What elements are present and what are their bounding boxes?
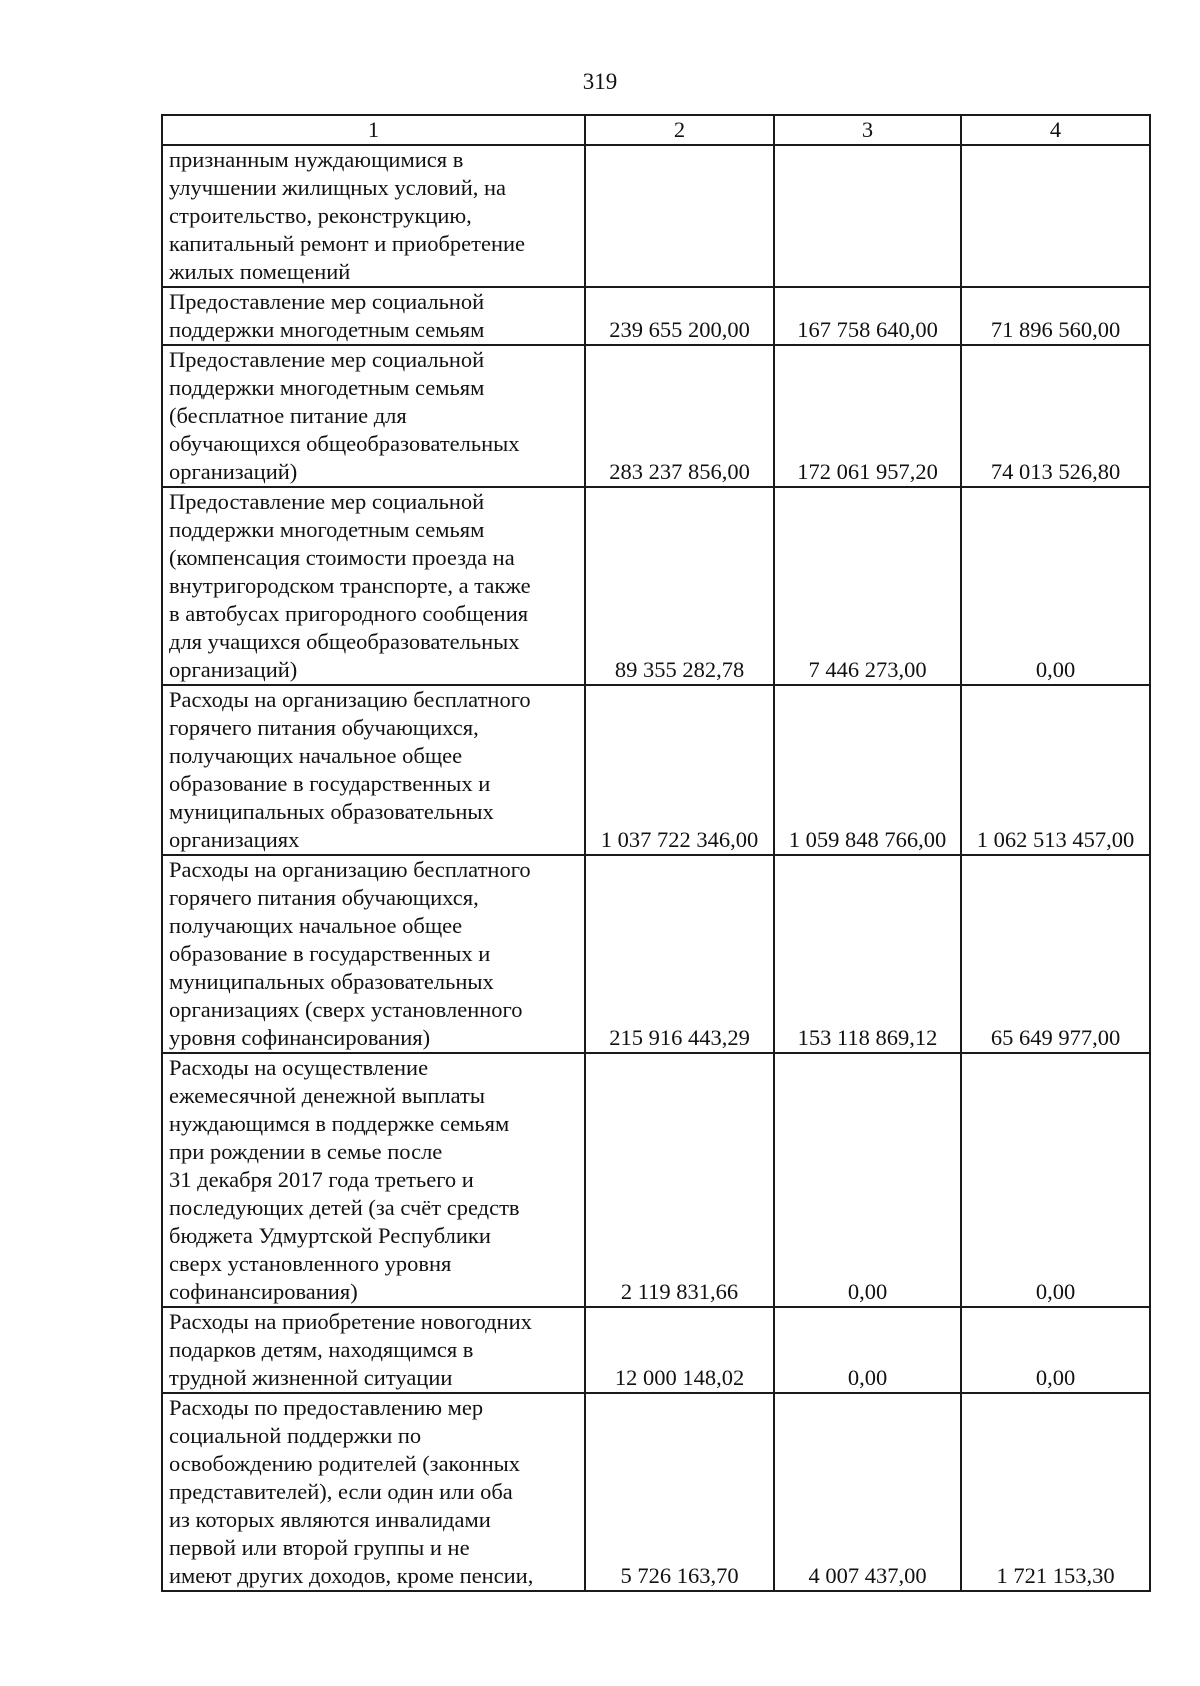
row-description <box>162 145 585 287</box>
description-line: Расходы на приобретение новогодних <box>169 1309 532 1334</box>
description-line: нуждающимся в поддержке семьям <box>169 1111 510 1136</box>
description-line: софинансирования) <box>169 1279 358 1304</box>
description-line: имеют других доходов, кроме пенсии, <box>169 1563 534 1588</box>
description-line: из которых являются инвалидами <box>169 1507 491 1532</box>
amount-col3: 0,00 <box>774 1307 961 1393</box>
amount-col4: 71 896 560,00 <box>961 287 1150 345</box>
description-line: подарков детям, находящимся в <box>169 1337 474 1362</box>
row-description <box>162 855 585 1053</box>
description-line: образование в государственных и <box>169 771 491 796</box>
description-line: 31 декабря 2017 года третьего и <box>169 1167 474 1192</box>
page-number: 319 <box>582 69 618 94</box>
description-line: признанным нуждающимися в <box>169 147 464 172</box>
table-row <box>162 345 1150 487</box>
row-description <box>162 345 585 487</box>
description-line: представителей), если один или оба <box>169 1479 513 1504</box>
description-line: освобождению родителей (законных <box>169 1451 521 1476</box>
amount-col2 <box>585 145 774 287</box>
amount-col3: 7 446 273,00 <box>774 487 961 685</box>
table-row <box>162 1053 1150 1307</box>
description-line: внутригородском транспорте, а также <box>169 573 531 598</box>
description-line: горячего питания обучающихся, <box>169 715 479 740</box>
description-line: муниципальных образовательных <box>169 969 494 994</box>
description-line: обучающихся общеобразовательных <box>169 431 520 456</box>
row-description <box>162 1393 585 1591</box>
description-line: в автобусах пригородного сообщения <box>169 601 529 626</box>
description-line: (бесплатное питание для <box>169 403 407 428</box>
amount-col2: 12 000 148,02 <box>585 1307 774 1393</box>
table-body <box>162 145 1150 1591</box>
amount-col4: 74 013 526,80 <box>961 345 1150 487</box>
description-line: Предоставление мер социальной <box>169 289 485 314</box>
description-line: жилых помещений <box>169 259 351 284</box>
budget-table <box>161 114 1151 1592</box>
row-description <box>162 287 585 345</box>
amount-col4: 0,00 <box>961 487 1150 685</box>
description-line: поддержки многодетным семьям <box>169 317 485 342</box>
description-line: Расходы на организацию бесплатного <box>169 857 531 882</box>
row-description <box>162 685 585 855</box>
amount-col3: 153 118 869,12 <box>774 855 961 1053</box>
description-line: получающих начальное общее <box>169 913 463 938</box>
description-line: ежемесячной денежной выплаты <box>169 1083 485 1108</box>
description-line: при рождении в семье после <box>169 1139 443 1164</box>
description-line: Расходы на организацию бесплатного <box>169 687 531 712</box>
table-row <box>162 1393 1150 1591</box>
description-line: образование в государственных и <box>169 941 491 966</box>
description-line: Предоставление мер социальной <box>169 489 485 514</box>
amount-col4 <box>961 145 1150 287</box>
table-row <box>162 855 1150 1053</box>
amount-col2: 1 037 722 346,00 <box>585 685 774 855</box>
row-description <box>162 1053 585 1307</box>
column-header-3: 3 <box>774 115 961 145</box>
amount-col2: 215 916 443,29 <box>585 855 774 1053</box>
amount-col2: 5 726 163,70 <box>585 1393 774 1591</box>
description-line: первой или второй группы и не <box>169 1535 470 1560</box>
amount-col4: 0,00 <box>961 1053 1150 1307</box>
row-description <box>162 487 585 685</box>
description-line: последующих детей (за счёт средств <box>169 1195 520 1220</box>
description-line: сверх установленного уровня <box>169 1251 452 1276</box>
description-line: поддержки многодетным семьям <box>169 375 485 400</box>
description-line: горячего питания обучающихся, <box>169 885 479 910</box>
table-row <box>162 287 1150 345</box>
column-header-4: 4 <box>961 115 1150 145</box>
amount-col4: 65 649 977,00 <box>961 855 1150 1053</box>
description-line: Расходы на осуществление <box>169 1055 429 1080</box>
description-line: трудной жизненной ситуации <box>169 1365 453 1390</box>
description-line: организаций) <box>169 657 298 682</box>
description-line: уровня софинансирования) <box>169 1025 431 1050</box>
amount-col2: 2 119 831,66 <box>585 1053 774 1307</box>
header-row <box>162 115 1150 145</box>
amount-col2: 89 355 282,78 <box>585 487 774 685</box>
amount-col3: 172 061 957,20 <box>774 345 961 487</box>
amount-col2: 283 237 856,00 <box>585 345 774 487</box>
amount-col4: 1 721 153,30 <box>961 1393 1150 1591</box>
description-line: получающих начальное общее <box>169 743 463 768</box>
amount-col3: 0,00 <box>774 1053 961 1307</box>
description-line: муниципальных образовательных <box>169 799 494 824</box>
row-description <box>162 1307 585 1393</box>
amount-col3: 167 758 640,00 <box>774 287 961 345</box>
table-header <box>162 115 1150 145</box>
table-row <box>162 487 1150 685</box>
description-line: бюджета Удмуртской Республики <box>169 1223 491 1248</box>
amount-col4: 0,00 <box>961 1307 1150 1393</box>
description-line: строительство, реконструкцию, <box>169 203 472 228</box>
description-line: организациях (сверх установленного <box>169 997 523 1022</box>
table-row <box>162 1307 1150 1393</box>
column-header-2: 2 <box>585 115 774 145</box>
description-line: для учащихся общеобразовательных <box>169 629 520 654</box>
description-line: организаций) <box>169 459 298 484</box>
description-line: капитальный ремонт и приобретение <box>169 231 526 256</box>
description-line: Предоставление мер социальной <box>169 347 485 372</box>
description-line: социальной поддержки по <box>169 1423 422 1448</box>
table-row <box>162 685 1150 855</box>
amount-col4: 1 062 513 457,00 <box>961 685 1150 855</box>
table-row <box>162 145 1150 287</box>
amount-col3 <box>774 145 961 287</box>
description-line: Расходы по предоставлению мер <box>169 1395 484 1420</box>
amount-col3: 4 007 437,00 <box>774 1393 961 1591</box>
amount-col3: 1 059 848 766,00 <box>774 685 961 855</box>
description-line: (компенсация стоимости проезда на <box>169 545 515 570</box>
description-line: улучшении жилищных условий, на <box>169 175 507 200</box>
column-header-1: 1 <box>162 115 585 145</box>
description-line: поддержки многодетным семьям <box>169 517 485 542</box>
amount-col2: 239 655 200,00 <box>585 287 774 345</box>
description-line: организациях <box>169 827 300 852</box>
